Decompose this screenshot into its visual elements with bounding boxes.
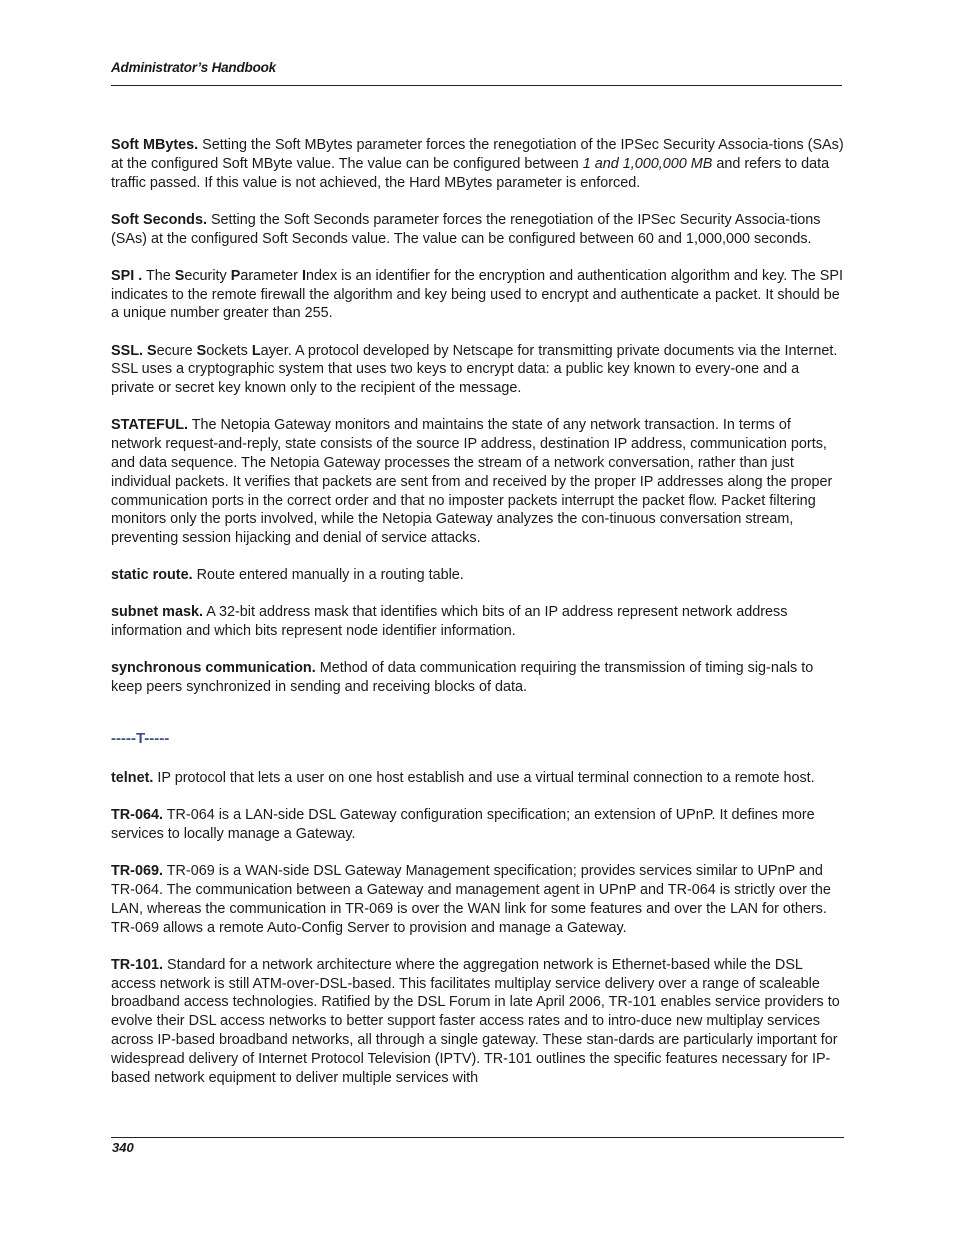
entry-term: SSL.	[111, 342, 143, 359]
glossary-entry-tr-101	[111, 956, 844, 1088]
glossary-entry-ssl	[111, 342, 844, 398]
entry-text: ayer. A protocol developed by Netscape for transmitting private documents via the Internet. SSL uses a cryptographic system that uses two keys to encrypt data: a public key known to every-one and a private or secret key known only to the recipient of the message.	[111, 342, 838, 397]
entry-text: IP protocol that lets a user on one host establish and use a virtual terminal connection to a remote host.	[153, 770, 815, 787]
acronym-letter: S	[196, 342, 207, 359]
acronym-letter: S	[174, 267, 185, 284]
glossary-entry-telnet	[111, 769, 844, 788]
entry-text: ockets	[206, 342, 252, 359]
header-title: Administrator’s Handbook	[111, 60, 276, 75]
entry-text: TR-064 is a LAN-side DSL Gateway configuration specification; an extension of UPnP. It defines more services to locally manage a Gateway.	[111, 807, 815, 843]
entry-term: Soft MBytes.	[111, 137, 199, 153]
entry-term: static route.	[111, 567, 193, 584]
acronym-letter: L	[251, 342, 261, 359]
entry-text: Standard for a network architecture where the aggregation network is Ethernet-based while the DSL access network is still ATM-over-DSL-based. This facilitates multiplay service delivery over a range of scaleable broadband access technologies. Ratified by the DSL Forum in late April 2006, TR-101 enables service providers to evolve their DSL access networks to better support faster access rates and to intro-duce new multiplay services across IP-based broadband networks, all through a single gateway. These stan-dards are particularly important for widespread delivery of Internet Protocol Television (IPTV). TR-101 outlines the specific features necessary for IP-based network equipment to deliver multiple services with	[111, 956, 840, 1086]
glossary-entry-synchronous-communication	[111, 659, 844, 697]
entry-text: arameter	[240, 267, 302, 284]
entry-text: Setting the Soft Seconds parameter forces the renegotiation of the IPSec Security Associa-tions (SAs) at the configured Soft Seconds value. The value can be configured between 60 and 1,000,000 seconds.	[111, 211, 821, 247]
glossary-entry-tr-069	[111, 862, 844, 937]
entry-term: SPI .	[111, 267, 143, 284]
entry-term: subnet mask.	[111, 604, 203, 621]
entry-text: TR-069 is a WAN-side DSL Gateway Management specification; provides services similar to UPnP and TR-064. The communication between a Gateway and management agent in UPnP and TR-064 is strictly over the LAN, whereas the communication in TR-069 is over the WAN link for some features and over the LAN for others. TR-069 allows a remote Auto-Config Server to provision and manage a Gateway.	[111, 863, 831, 936]
footer-rule	[111, 1137, 844, 1138]
entry-text: ecure	[156, 342, 197, 359]
entry-text: A 32-bit address mask that identifies which bits of an IP address represent network address information and which bits represent node identifier information.	[111, 604, 788, 640]
entry-term: TR-064.	[111, 807, 163, 824]
glossary-entry-spi	[111, 267, 844, 323]
entry-text: ndex is an identifier for the encryption and authentication algorithm and key. The SPI indicates to the remote firewall the algorithm and key being used to encrypt and authenticate a packet. It should be a unique number greater than 255.	[111, 267, 843, 322]
acronym-letter: P	[230, 267, 241, 284]
glossary-content	[111, 136, 844, 1106]
entry-term: TR-069.	[111, 863, 163, 880]
entry-text: and refers to data traffic passed. If this value is not achieved, the Hard MBytes parameter is enforced.	[111, 155, 830, 191]
glossary-entry-soft-mbytes	[111, 136, 844, 192]
entry-text: The Netopia Gateway monitors and maintains the state of any network transaction. In terms of network request-and-reply, state consists of the source IP address, destination IP address, communication ports, and data sequence. The Netopia Gateway processes the stream of a network conversation, rather than just individual packets. It verifies that packets are sent from and received by the proper IP addresses along the proper communication ports in the correct order and that no imposter packets interrupt the packet flow. Packet filtering monitors only the ports involved, while the Netopia Gateway analyzes the con-tinuous conversation stream, preventing session hijacking and denial of service attacks.	[111, 417, 833, 547]
entry-text: Method of data communication requiring the transmission of timing sig-nals to keep peers synchronized in sending and receiving blocks of data.	[111, 660, 814, 696]
entry-text: Route entered manually in a routing table.	[192, 567, 464, 584]
entry-term: STATEFUL.	[111, 417, 189, 434]
acronym-letter: I	[301, 267, 306, 284]
entry-italic-text: 1 and 1,000,000 MB	[582, 155, 713, 172]
entry-text: ecurity	[184, 267, 231, 284]
entry-text: Setting the Soft MBytes parameter forces the renegotiation of the IPSec Security Associa-tions (SAs) at the configured Soft MByte value. The value can be configured between	[111, 137, 844, 172]
entry-term: TR-101.	[111, 956, 163, 973]
glossary-entry-soft-seconds	[111, 211, 844, 249]
acronym-letter: S	[147, 342, 157, 359]
glossary-entry-stateful	[111, 416, 844, 548]
glossary-entry-static-route	[111, 566, 844, 585]
entry-term: telnet.	[111, 770, 154, 787]
page-header	[111, 59, 842, 86]
glossary-entry-subnet-mask	[111, 603, 844, 641]
section-heading-t: -----T-----	[111, 730, 170, 748]
entry-term: Soft Seconds.	[111, 211, 207, 228]
page-number: 340	[112, 1140, 134, 1155]
glossary-entry-tr-064	[111, 806, 844, 844]
entry-text: The	[142, 267, 175, 284]
entry-term: synchronous communication.	[111, 660, 316, 677]
